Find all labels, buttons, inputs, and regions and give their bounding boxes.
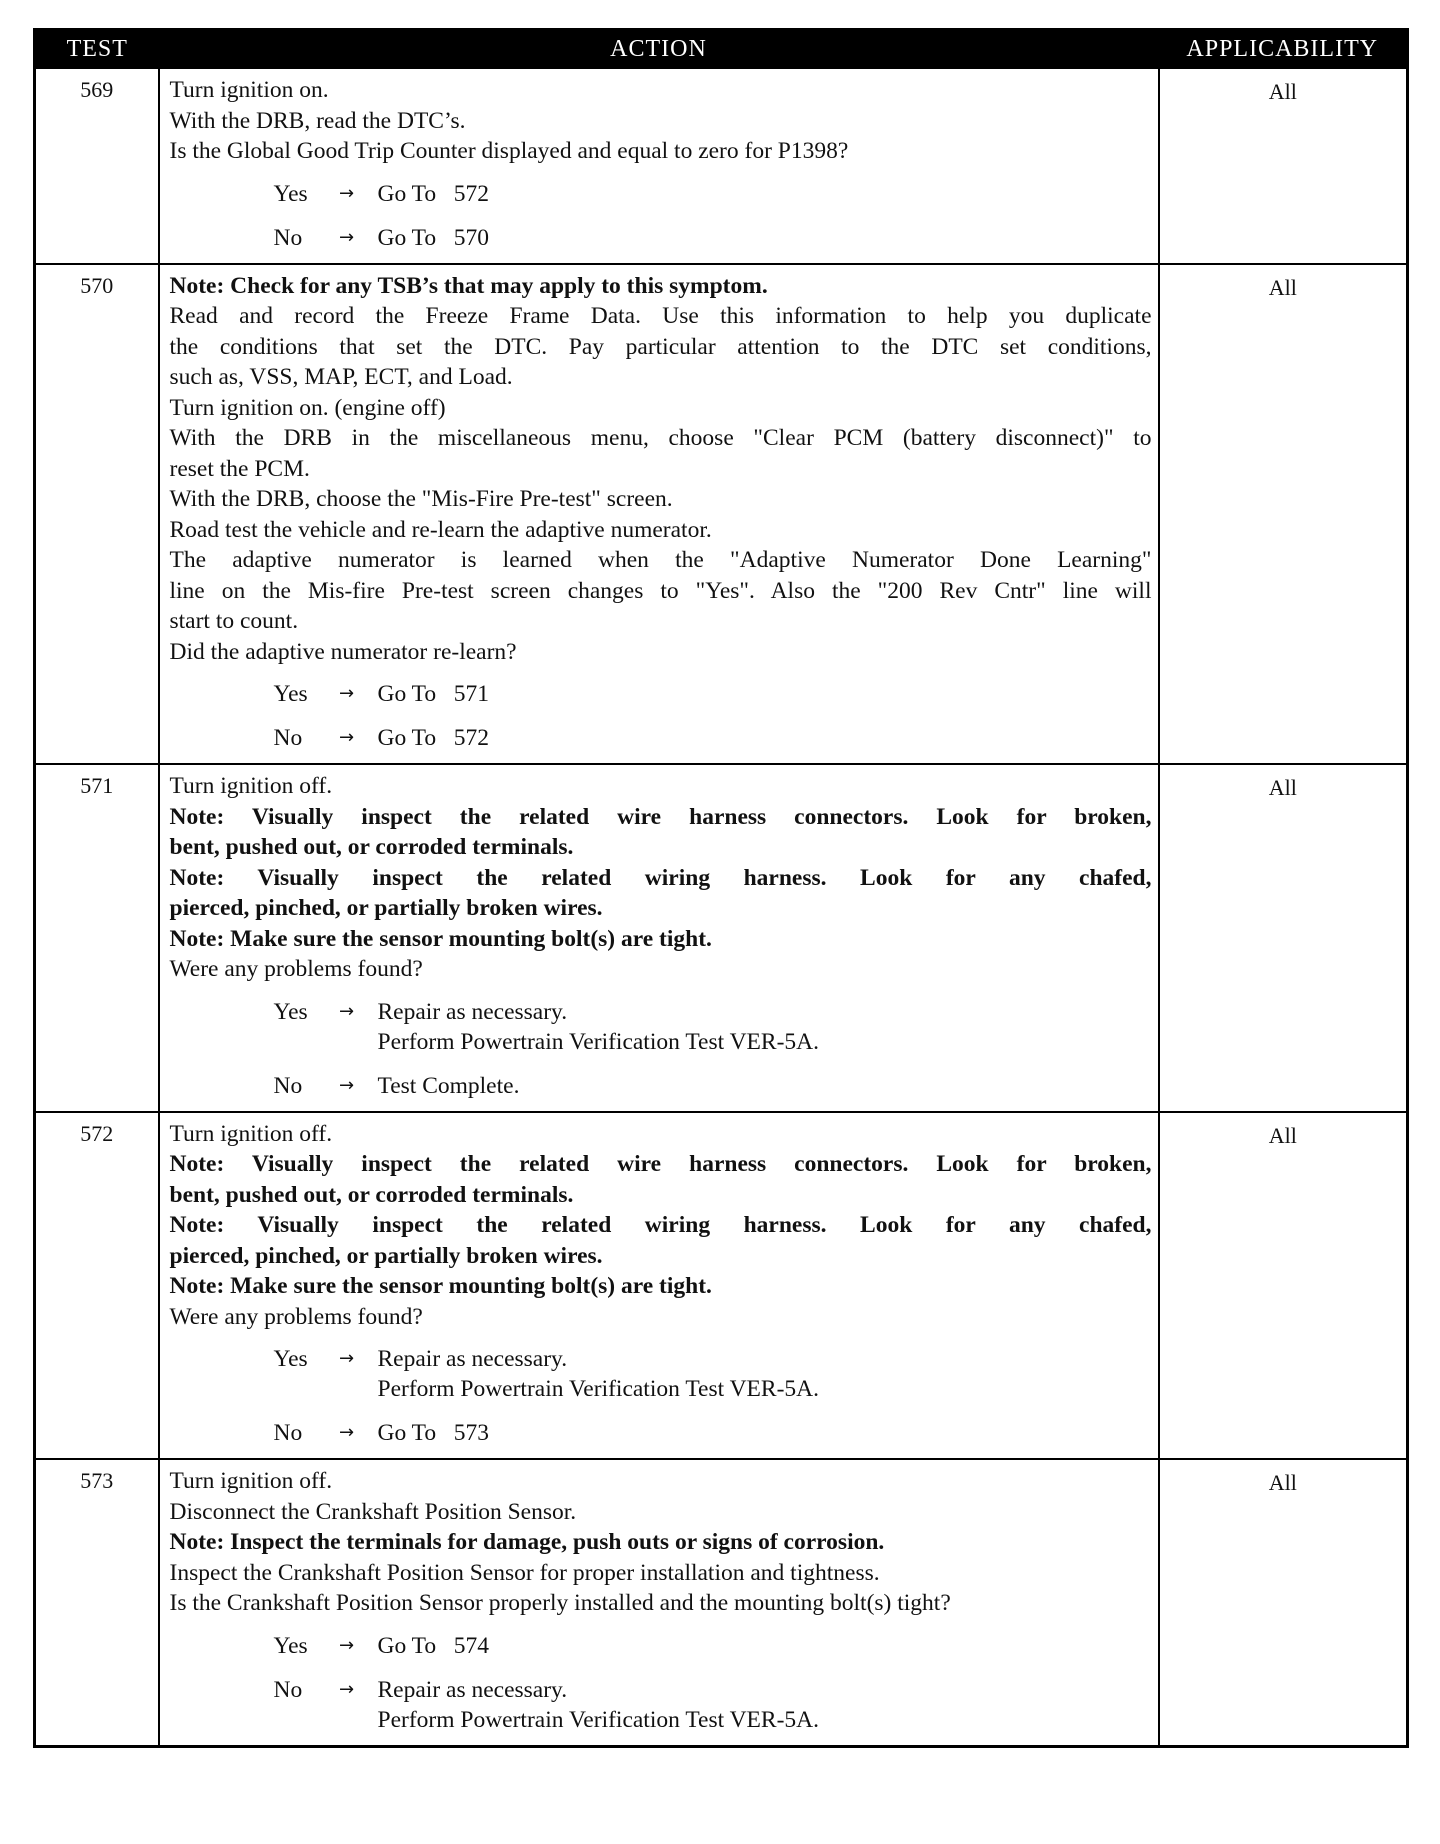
action-cell: [159, 1112, 1159, 1460]
test-number: 570: [35, 264, 159, 765]
result-line: Go To 572: [377, 725, 490, 751]
action-step: Turn ignition off.: [169, 773, 333, 799]
answer-result: [370, 1631, 490, 1661]
action-step: Disconnect the Crankshaft Position Sensor.: [169, 1498, 577, 1525]
right-arrow-icon: →: [338, 683, 355, 704]
answer-label: Yes: [273, 1346, 308, 1372]
test-number: 572: [35, 1112, 159, 1460]
action-step: Did the adaptive numerator re-learn?: [169, 638, 517, 665]
table-header-row: [35, 30, 1408, 69]
action-cell: [159, 1459, 1159, 1746]
action-step: Turn ignition off.: [169, 1120, 333, 1147]
result-line: Test Complete.: [377, 1072, 520, 1099]
applicability-value: All: [1159, 68, 1408, 264]
action-step: Is the Crankshaft Position Sensor properly installed and the mounting bolt(s) tight?: [169, 1590, 951, 1616]
result-line: Perform Powertrain Verification Test VER-5A.: [377, 1706, 820, 1733]
action-note: Note: Visually inspect the related wire harness connectors. Look for broken,: [169, 803, 1152, 830]
answer-result: [370, 223, 490, 253]
answer-choice: [274, 997, 1152, 1057]
right-arrow-icon: →: [338, 1422, 355, 1443]
action-cell: [159, 68, 1159, 264]
action-note: Note: Visually inspect the related wire harness connectors. Look for broken,: [169, 1151, 1152, 1177]
applicability-value: All: [1159, 1112, 1408, 1460]
answer-label: No: [273, 1072, 303, 1099]
result-line: Go To 574: [377, 1632, 490, 1659]
right-arrow-icon: →: [338, 182, 355, 204]
answer-result: [370, 1418, 490, 1448]
answer-result: [370, 723, 490, 753]
answer-choice: [274, 1418, 1152, 1448]
answer-result: [370, 1675, 820, 1735]
result-line: Go To 571: [377, 681, 490, 707]
action-step: With the DRB in the miscellaneous menu, choose "Clear PCM (battery disconnect)" to: [169, 425, 1152, 451]
result-line: Go To 572: [377, 180, 490, 207]
action-note: pierced, pinched, or partially broken wires.: [169, 895, 603, 921]
answer-choice: [274, 679, 1152, 709]
action-step: Read and record the Freeze Frame Data. Use this information to help you duplicate: [169, 303, 1152, 329]
answer-label: No: [273, 1676, 303, 1703]
answer-choice: [274, 179, 1152, 209]
applicability-value: All: [1159, 1459, 1408, 1746]
right-arrow-icon: →: [338, 1634, 355, 1656]
answer-result: [370, 1071, 520, 1101]
test-number: 571: [35, 764, 159, 1112]
right-arrow-icon: →: [338, 226, 355, 248]
action-step: the conditions that set the DTC. Pay particular attention to the DTC set conditions,: [169, 333, 1152, 360]
action-step: Road test the vehicle and re-learn the adaptive numerator.: [169, 516, 712, 543]
right-arrow-icon: →: [338, 1348, 355, 1369]
answer-result: [370, 997, 820, 1057]
action-step: Inspect the Crankshaft Position Sensor for proper installation and tightness.: [169, 1559, 880, 1586]
action-step: Were any problems found?: [169, 956, 423, 982]
result-line: Perform Powertrain Verification Test VER-5A.: [377, 1028, 820, 1055]
table-row: [35, 1459, 1408, 1746]
action-step: With the DRB, choose the "Mis-Fire Pre-test" screen.: [169, 486, 673, 512]
answer-choices: [170, 997, 1152, 1101]
applicability-value: All: [1159, 264, 1408, 765]
action-step: Were any problems found?: [169, 1303, 423, 1330]
action-step: Is the Global Good Trip Counter displayed and equal to zero for P1398?: [169, 138, 849, 164]
answer-choice: [274, 1344, 1152, 1404]
answer-choices: [170, 1344, 1152, 1448]
action-step: Turn ignition off.: [169, 1468, 333, 1494]
action-step: start to count.: [169, 608, 299, 634]
answer-result: [370, 179, 490, 209]
header-test: TEST: [35, 30, 159, 69]
applicability-value: All: [1159, 764, 1408, 1112]
right-arrow-icon: →: [338, 1074, 355, 1096]
answer-choice: [274, 1675, 1152, 1735]
action-step: such as, VSS, MAP, ECT, and Load.: [169, 364, 513, 390]
result-line: Go To 573: [377, 1420, 490, 1446]
table-row: [35, 1112, 1408, 1460]
header-action: ACTION: [159, 30, 1159, 69]
action-step: Turn ignition on.: [169, 77, 329, 103]
diagnostic-test-table: [33, 28, 1409, 1748]
action-note: Note: Make sure the sensor mounting bolt(s) are tight.: [169, 1273, 712, 1299]
answer-choice: [274, 1631, 1152, 1661]
result-line: Perform Powertrain Verification Test VER-5A.: [377, 1376, 820, 1402]
table-row: [35, 764, 1408, 1112]
action-note: Note: Visually inspect the related wiring harness. Look for any chafed,: [169, 864, 1152, 891]
result-line: Repair as necessary.: [377, 998, 568, 1025]
action-step: Turn ignition on. (engine off): [169, 394, 446, 421]
table-row: [35, 264, 1408, 765]
right-arrow-icon: →: [338, 1678, 355, 1700]
answer-label: No: [273, 725, 303, 751]
header-applicability: APPLICABILITY: [1159, 30, 1408, 69]
answer-label: Yes: [273, 998, 308, 1025]
action-note: Note: Make sure the sensor mounting bolt(s) are tight.: [169, 925, 712, 952]
right-arrow-icon: →: [338, 727, 355, 748]
action-note: Note: Visually inspect the related wiring harness. Look for any chafed,: [169, 1212, 1152, 1238]
result-line: Repair as necessary.: [377, 1676, 568, 1703]
answer-choices: [170, 179, 1152, 253]
result-line: Repair as necessary.: [377, 1346, 568, 1372]
action-step: With the DRB, read the DTC’s.: [169, 107, 466, 134]
test-number: 573: [35, 1459, 159, 1746]
table-row: [35, 68, 1408, 264]
answer-label: No: [273, 224, 303, 251]
answer-label: Yes: [273, 681, 308, 707]
action-cell: [159, 764, 1159, 1112]
action-note: bent, pushed out, or corroded terminals.: [169, 834, 574, 860]
action-note: Note: Check for any TSB’s that may apply to this symptom.: [169, 272, 768, 299]
action-note: bent, pushed out, or corroded terminals.: [169, 1181, 574, 1208]
action-step: The adaptive numerator is learned when the "Adaptive Numerator Done Learning": [169, 547, 1152, 573]
answer-choices: [170, 679, 1152, 753]
answer-choice: [274, 1071, 1152, 1101]
action-step: line on the Mis-fire Pre-test screen changes to "Yes". Also the "200 Rev Cntr" line will: [169, 577, 1152, 604]
action-cell: [159, 264, 1159, 765]
table-body: [35, 68, 1408, 1746]
answer-choice: [274, 723, 1152, 753]
answer-choice: [274, 223, 1152, 253]
right-arrow-icon: →: [338, 1000, 355, 1022]
answer-label: Yes: [273, 1632, 308, 1659]
answer-choices: [170, 1631, 1152, 1735]
answer-result: [370, 1344, 820, 1404]
answer-label: No: [273, 1420, 303, 1446]
action-note: pierced, pinched, or partially broken wires.: [169, 1242, 603, 1269]
test-number: 569: [35, 68, 159, 264]
answer-label: Yes: [273, 180, 308, 207]
action-note: Note: Inspect the terminals for damage, push outs or signs of corrosion.: [169, 1529, 885, 1555]
result-line: Go To 570: [377, 224, 490, 251]
action-step: reset the PCM.: [169, 455, 310, 482]
answer-result: [370, 679, 490, 709]
